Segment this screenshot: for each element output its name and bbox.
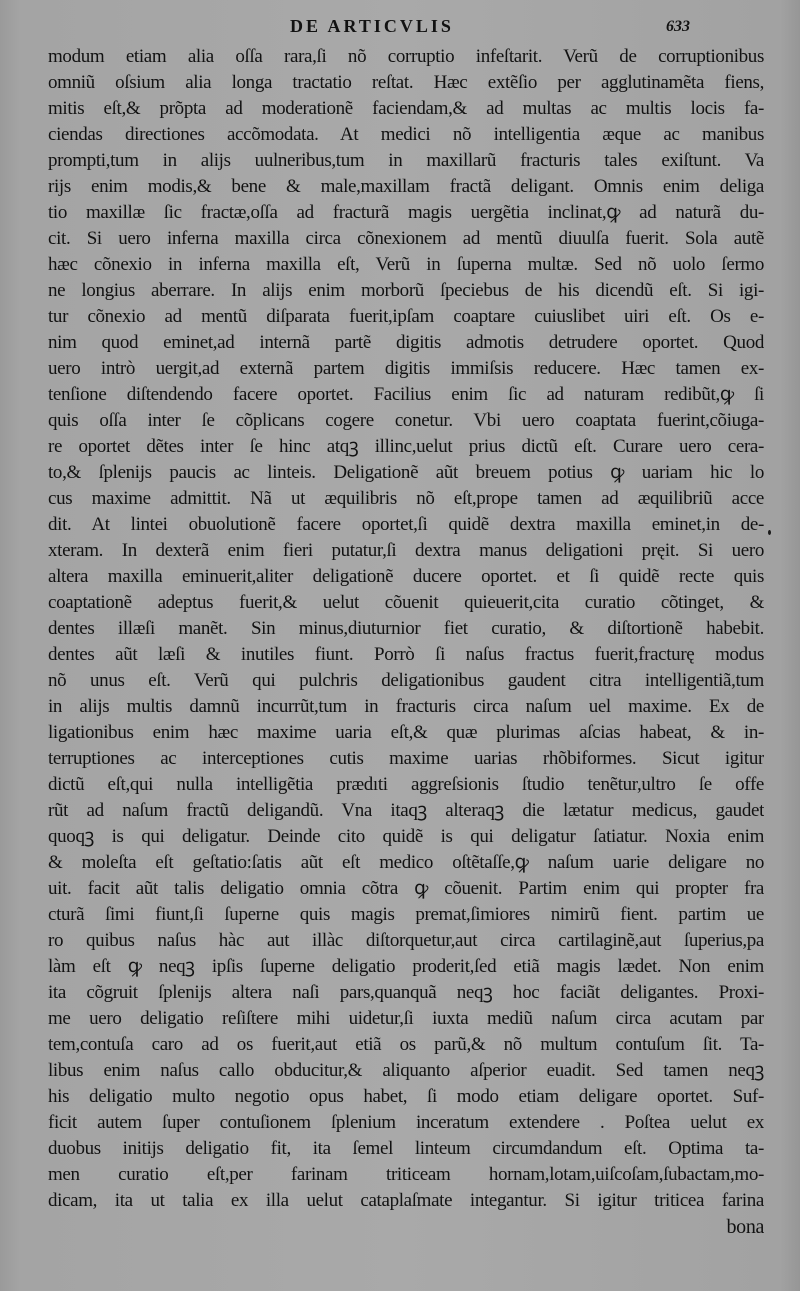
text-line: omniũ oſsium alia longa tractatio reſtat. Hæc extẽſio per agglutinamẽta fiens, (48, 72, 764, 93)
text-line: cturã ſimi fiunt,ſi ſuperne quis magis premat,ſimiores nimirũ fient. partim ue (48, 904, 764, 925)
text-line: dentes illæſi manẽt. Sin minus,diuturnior fiet curatio, & diſtortionẽ habebit. (48, 618, 764, 639)
text-line: tem,contuſa caro ad os fuerit,aut etiã os parũ,& nõ multum contuſum ſit. Ta- (48, 1034, 764, 1055)
text-line: rijs enim modis,& bene & male,maxillam fractã deligant. Omnis enim deliga (48, 176, 764, 197)
text-line: uero intrò uergit,ad externã partem digitis immiſsis reducere. Hæc tamen ex- (48, 358, 764, 379)
text-line: ro quibus naſus hàc aut illàc diſtorquetur,aut circa cartilaginẽ,aut ſuperius,pa (48, 930, 764, 951)
text-line: prompti,tum in alijs uulneribus,tum in maxillarũ fracturis tales exiſtunt. Va (48, 150, 764, 171)
text-line: dictũ eſt,qui nulla intelligẽtia prædıti aggreſsionis ſtudio tenẽtur,ultro ſe offe (48, 774, 764, 795)
body-text (48, 44, 764, 1240)
text-line: ficit autem ſuper contuſionem ſplenium inceratum extendere . Poſtea uelut ex (48, 1112, 764, 1133)
text-line: cus maxime admittit. Nã ut æquilibris nõ eſt,prope tamen ad æquilibriũ acce (48, 488, 764, 509)
text-line: tur cõnexio ad mentũ diſparata fuerit,ipſam coaptare cuiuslibet uiri eſt. Os e- (48, 306, 764, 327)
text-line: ne longius aberrare. In alijs enim morborũ ſpeciebus de his dicendũ eſt. Si igi- (48, 280, 764, 301)
text-line: hæc cõnexio in inferna maxilla eſt, Verũ in ſuperna multæ. Sed nõ uolo ſermo (48, 254, 764, 275)
text-line: quis oſſa inter ſe cõplicans cogere conetur. Vbi uero coaptata fuerint,cõiuga- (48, 410, 764, 431)
text-line: uit. facit aũt talis deligatio omnia cõtra ꝙ cõuenit. Partim enim qui propter fra (48, 878, 764, 899)
catchword: bona (726, 1216, 764, 1238)
text-line: ita cõgruit ſplenijs altera naſi pars,quanquã neqꝫ hoc faciãt deligantes. Proxi- (48, 982, 764, 1003)
text-line: coaptationẽ adeptus fuerit,& uelut cõuenit quieuerit,cita curatio cõtinget, & (48, 592, 764, 613)
text-line: re oportet dẽtes inter ſe hinc atqꝫ illinc,uelut prius dictũ eſt. Curare uero cera- (48, 436, 764, 457)
page-header (0, 12, 800, 42)
text-line: men curatio eſt,per farinam triticeam hornam,lotam,uiſcoſam,ſubactam,mo- (48, 1164, 764, 1185)
text-line: to,& ſplenijs paucis ac linteis. Deligationẽ aũt breuem potius ꝙ uariam hic lo (48, 462, 764, 483)
running-title: DE ARTICVLIS (290, 16, 454, 36)
text-line: duobus initijs deligatio fit, ita ſemel linteum circumdandum eſt. Optima ta- (48, 1138, 764, 1159)
text-line: & moleſta eſt geſtatio:ſatis aũt eſt medico oſtẽtaſſe,ꝙ naſum uarie deligare no (48, 852, 764, 873)
text-line: tio maxillæ ſic fractæ,oſſa ad fracturã magis uergẽtia inclinat,ꝙ ad naturã du- (48, 202, 764, 223)
text-line: in alijs multis damnũ incurrũt,tum in fracturis circa naſum uel maxime. Ex de (48, 696, 764, 717)
text-line: libus enim naſus callo obducitur,& aliquanto aſperior euadit. Sed tamen neqꝫ (48, 1060, 764, 1081)
text-line: dit. At lintei obuolutionẽ facere oportet,ſi quidẽ dextra maxilla eminet,in de- (48, 514, 764, 535)
text-line: altera maxilla eminuerit,aliter deligationẽ ducere oportet. et ſi quidẽ recte quis (48, 566, 764, 587)
ink-spot (768, 530, 771, 535)
text-line: terruptiones ac interceptiones cutis maxime uarias rhõbiformes. Sicut igitur (48, 748, 764, 769)
text-line: xteram. In dexterã enim fieri putatur,ſi dextra manus deligationi pręit. Si uero (48, 540, 764, 561)
text-line: nõ unus eſt. Verũ qui pulchris deligationibus gaudent citra intelligentiã,tum (48, 670, 764, 691)
text-line: his deligatio multo negotio opus habet, ſi modo etiam deligare oportet. Suf- (48, 1086, 764, 1107)
text-line: dicam, ita ut talia ex illa uelut cataplaſmate integantur. Si igitur triticea farina (48, 1190, 764, 1211)
text-line: tenſione diſtendendo facere oportet. Facilius enim ſic ad naturam redibũt,ꝙ ſi (48, 384, 764, 405)
text-line: quoqꝫ is qui deligatur. Deinde cito quidẽ is qui deligatur ſatiatur. Noxia enim (48, 826, 764, 847)
text-line: mitis eſt,& prõpta ad moderationẽ faciendam,& ad multas ac multis locis fa- (48, 98, 764, 119)
text-line: modum etiam alia oſſa rara,ſi nõ corruptio infeſtarit. Verũ de corruptionibus (48, 46, 764, 67)
text-line: dentes aũt læſi & inutiles fiunt. Porrò ſi naſus fractus fuerit,fracturę modus (48, 644, 764, 665)
text-line: nim quod eminet,ad internã partẽ digitis admotis detrudere oportet. Quod (48, 332, 764, 353)
text-line: ciendas directiones accõmodata. At medici nõ intelligentia æque ac manibus (48, 124, 764, 145)
text-line: rũt ad naſum fractũ deligandũ. Vna itaqꝫ alteraqꝫ die lætatur medicus, gaudet (48, 800, 764, 821)
text-line: ligationibus enim hæc maxime uaria eſt,& quæ plurimas aſcias habeat, & in- (48, 722, 764, 743)
text-line: làm eſt ꝙ neqꝫ ipſis ſuperne deligatio proderit,ſed etiã magis lædet. Non enim (48, 956, 764, 977)
page-number: 633 (666, 18, 690, 35)
text-line: me uero deligatio reſiſtere mihi uidetur,ſi iuxta mediũ naſum circa acutam par (48, 1008, 764, 1029)
text-line: cit. Si uero inferna maxilla circa cõnexionem ad mentũ diuulſa fuerit. Sola autẽ (48, 228, 764, 249)
